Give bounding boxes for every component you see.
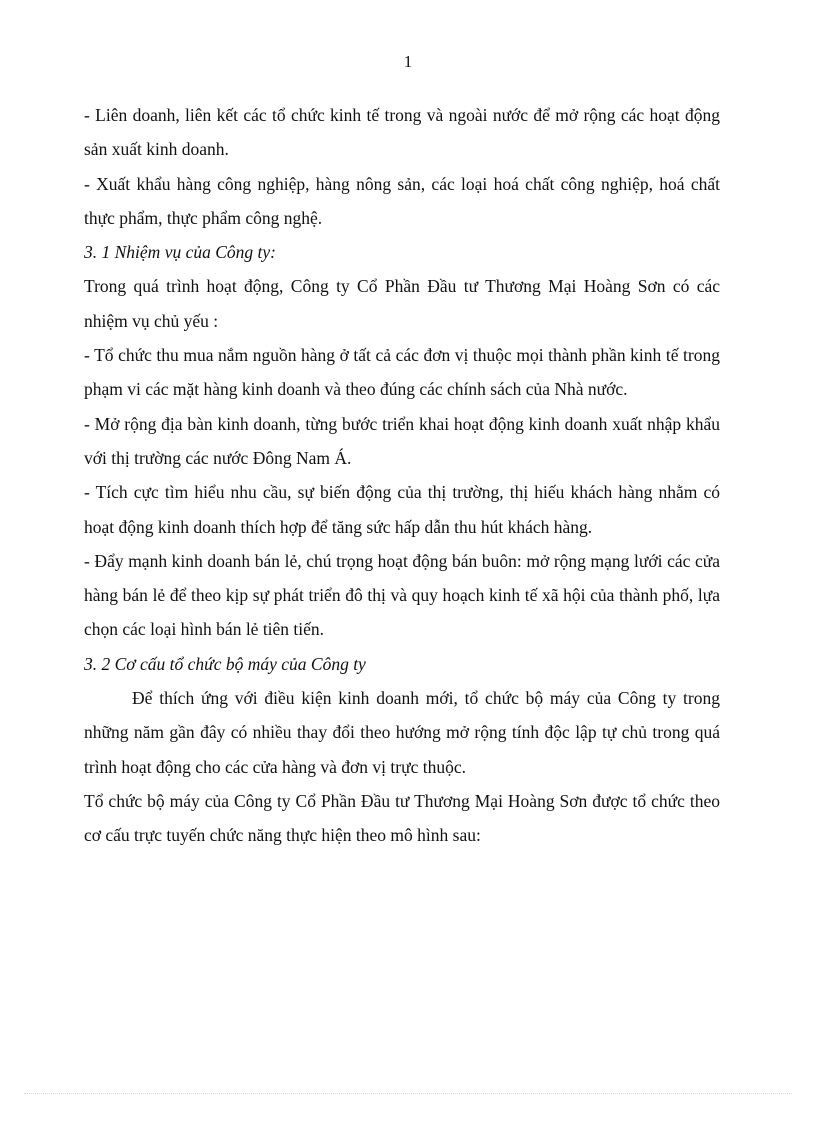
paragraph-duties-intro: Trong quá trình hoạt động, Công ty Cổ Phần Đầu tư Thương Mại Hoàng Sơn có các nhiệm vụ chủ yếu : bbox=[84, 276, 720, 331]
paragraph-joint-venture: - Liên doanh, liên kết các tổ chức kinh tế trong và ngoài nước để mở rộng các hoạt động sản xuất kinh doanh. bbox=[84, 105, 720, 160]
paragraph-expand-territory: - Mở rộng địa bàn kinh doanh, từng bước triển khai hoạt động kinh doanh xuất nhập khẩu với thị trường các nước Đông Nam Á. bbox=[84, 413, 720, 468]
paragraph-structure-adapt: Để thích ứng với điều kiện kinh doanh mới, tổ chức bộ máy của Công ty trong những năm gần đây có nhiều thay đổi theo hướng mở rộng tính độc lập tự chủ trong quá trình hoạt động cho các cửa hàng và đơn vị trực thuộc. bbox=[84, 688, 720, 777]
paragraph-structure-model: Tổ chức bộ máy của Công ty Cổ Phần Đầu tư Thương Mại Hoàng Sơn được tổ chức theo cơ cấu trực tuyến chức năng thực hiện theo mô hình sau: bbox=[84, 790, 720, 846]
paragraph-export: - Xuất khẩu hàng công nghiệp, hàng nông sản, các loại hoá chất công nghiệp, hoá chất thực phẩm, thực phẩm công nghệ. bbox=[84, 173, 720, 228]
page-bottom-divider bbox=[24, 1093, 792, 1094]
section-heading-duties: 3. 1 Nhiệm vụ của Công ty: bbox=[84, 242, 276, 263]
section-heading-structure: 3. 2 Cơ cấu tổ chức bộ máy của Công ty bbox=[84, 653, 366, 674]
document-body bbox=[84, 98, 720, 853]
page-number: 1 bbox=[403, 52, 413, 71]
paragraph-market-research: - Tích cực tìm hiểu nhu cầu, sự biến động của thị trường, thị hiếu khách hàng nhằm có hoạt động kinh doanh thích hợp để tăng sức hấp dẫn thu hút khách hàng. bbox=[84, 482, 720, 537]
paragraph-retail: - Đẩy mạnh kinh doanh bán lẻ, chú trọng hoạt động bán buôn: mở rộng mạng lưới các cửa hàng bán lẻ để theo kịp sự phát triển đô thị và quy hoạch kinh tế xã hội của thành phố, lựa chọn các loại hình bán lẻ tiên tiến. bbox=[84, 550, 720, 640]
paragraph-purchasing: - Tổ chức thu mua nắm nguồn hàng ở tất cả các đơn vị thuộc mọi thành phần kinh tế trong phạm vi các mặt hàng kinh doanh và theo đúng các chính sách của Nhà nước. bbox=[84, 345, 720, 400]
